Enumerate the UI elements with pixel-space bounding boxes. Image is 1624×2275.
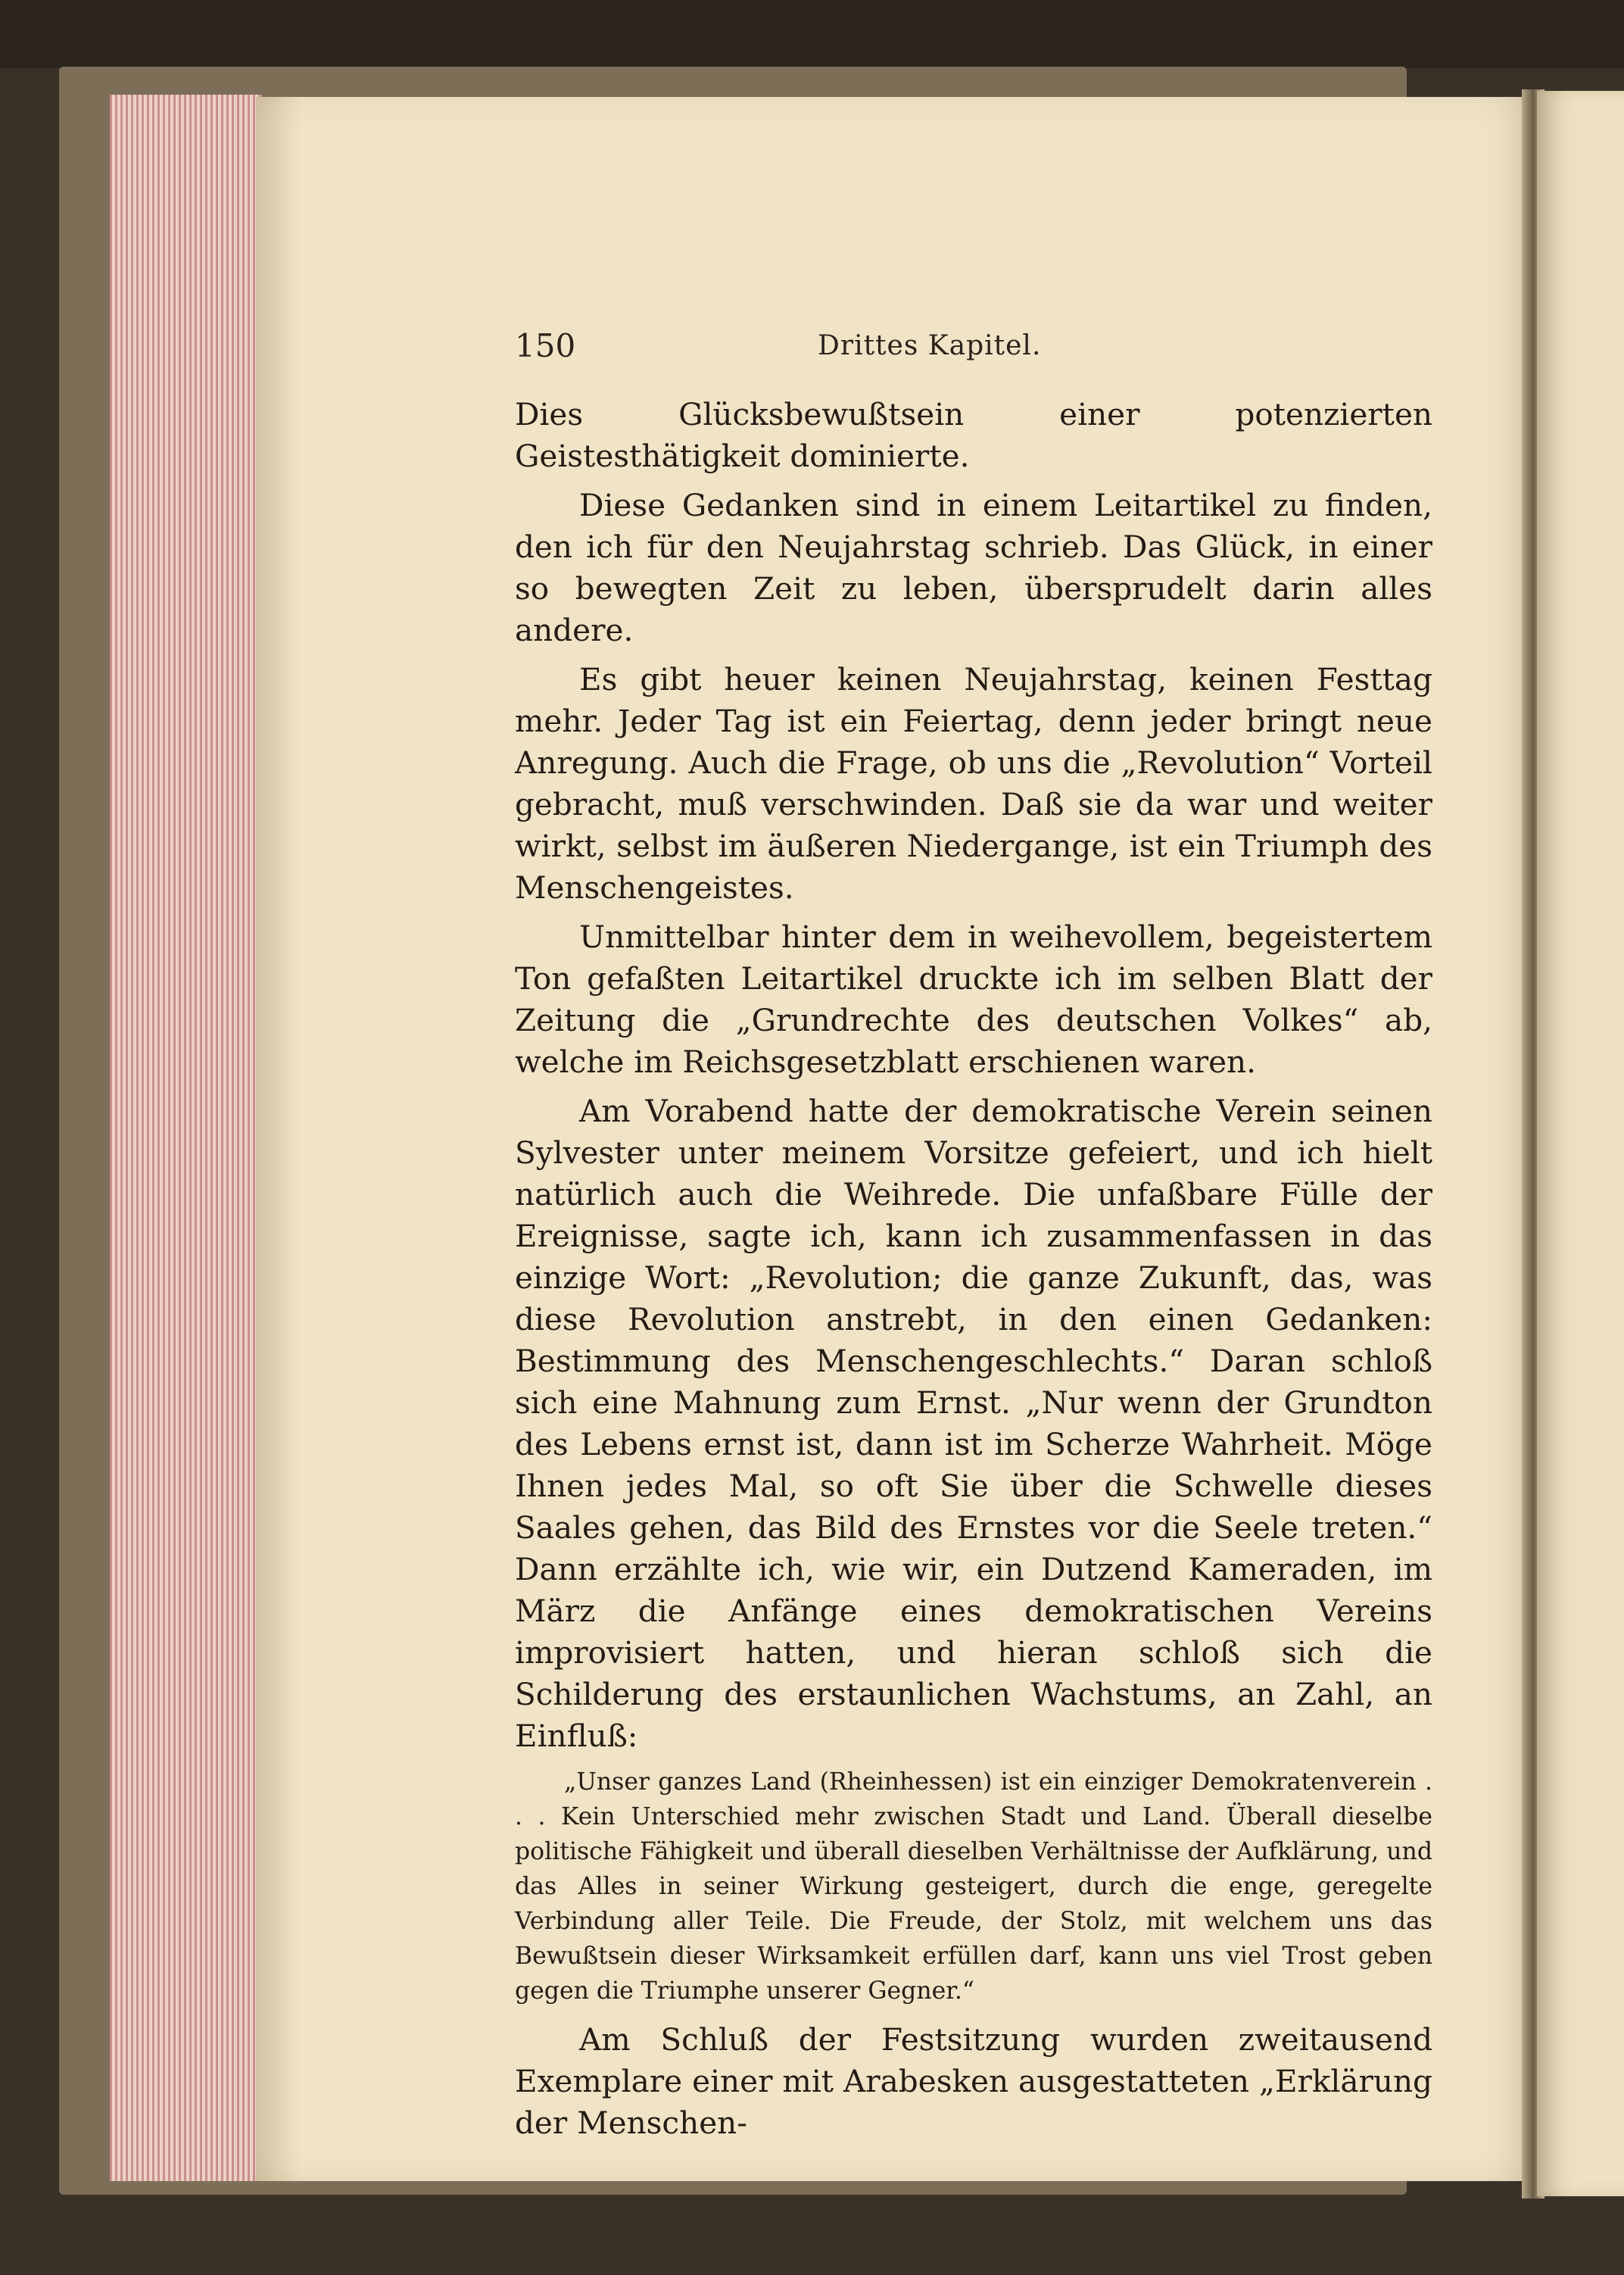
paragraph: Es gibt heuer keinen Neujahrstag, keinen Festtag mehr. Jeder Tag ist ein Feiertag, denn jeder bringt neue Anregung. Auch die Frage, ob uns die „Revolution“ Vorteil gebracht, muß verschwinden. Daß sie da war und weiter wirkt, selbst im äußeren Niedergange, ist ein Triumph des Menschengeistes.	[515, 661, 1432, 906]
facing-page	[1537, 91, 1624, 2196]
page-number: 150	[515, 327, 576, 364]
running-head: Drittes Kapitel.	[818, 330, 1042, 361]
paragraph: Am Vorabend hatte der demokratische Verein seinen Sylvester unter meinem Vorsitze gefeiert, und ich hielt natürlich auch die Weihrede. Die unfaßbare Fülle der Ereignisse, sagte ich, kann ich zusammenfassen in das einzige Wort: „Revolution; die ganze Zukunft, das, was diese Revolution anstrebt, in den einen Gedanken: Bestimmung des Menschengeschlechts.“ Daran schloß sich eine Mahnung zum Ernst. „Nur wenn der Grundton des Lebens ernst ist, dann ist im Scherze Wahrheit. Möge Ihnen jedes Mal, so oft Sie über die Schwelle dieses Saales gehen, das Bild des Ernstes vor die Seele treten.“ Dann erzählte ich, wie wir, ein Dutzend Kameraden, im März die Anfänge eines demokratischen Vereins improvisiert hatten, und hieran schloß sich die Schilderung des erstaunlichen Wachstums, an Zahl, an Einfluß:	[515, 1093, 1432, 1754]
paragraph: Unmittelbar hinter dem in weihevollem, begeistertem Ton gefaßten Leitartikel druckte ich im selben Blatt der Zeitung die „Grundrechte des deutschen Volkes“ ab, welche im Reichsgesetzblatt erschienen waren.	[515, 919, 1432, 1080]
paragraph: Diese Gedanken sind in einem Leitartikel zu finden, den ich für den Neujahrstag schrieb. Das Glück, in einer so bewegten Zeit zu leben, übersprudelt darin alles andere.	[515, 487, 1432, 648]
background	[0, 0, 1624, 68]
paragraph: Am Schluß der Festsitzung wurden zweitausend Exemplare einer mit Arabesken ausgestatteten „Erklärung der Menschen-	[515, 2021, 1432, 2141]
paragraph: Dies Glücksbewußtsein einer potenzierten Geistesthätigkeit dominierte.	[515, 396, 1432, 474]
block-quote: „Unser ganzes Land (Rheinhessen) ist ein einziger Demokratenverein . . . Kein Unterschied mehr zwischen Stadt und Land. Überall dieselbe politische Fähigkeit und überall dieselben Verhältnisse der Aufklärung, und das Alles in seiner Wirkung gesteigert, durch die enge, geregelte Verbindung aller Teile. Die Freude, der Stolz, mit welchem uns das Bewußtsein dieser Wirksamkeit erfüllen darf, kann uns viel Trost geben gegen die Triumphe unserer Gegner.“	[515, 1768, 1432, 2005]
body-text	[515, 394, 1432, 2152]
page-edges	[110, 95, 261, 2181]
page-header	[515, 327, 1439, 373]
page-shadow	[256, 97, 301, 2181]
